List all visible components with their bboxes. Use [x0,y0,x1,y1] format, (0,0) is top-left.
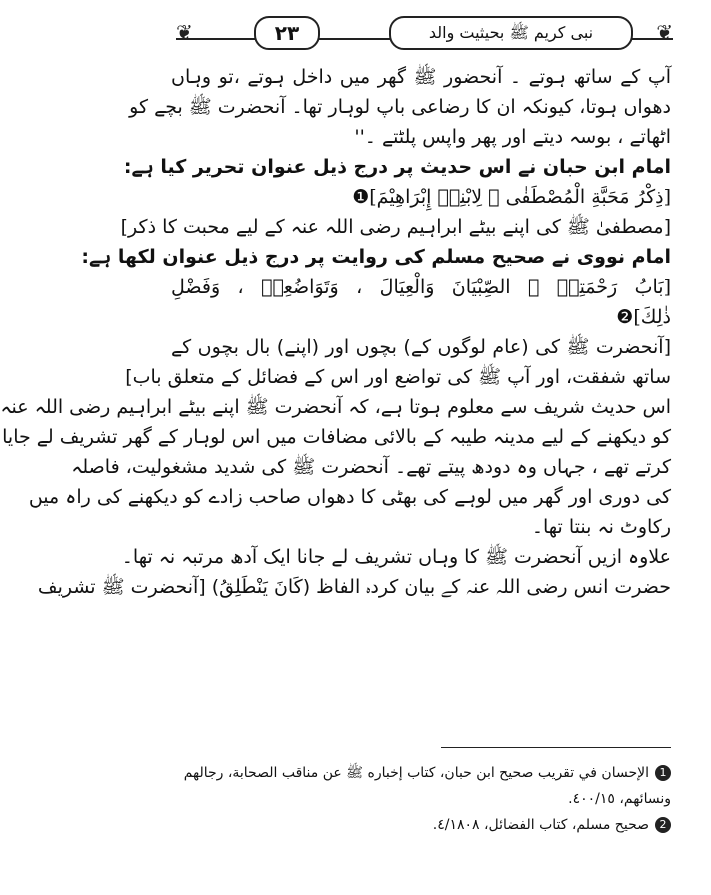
ornament-left-icon: ❦ [176,20,193,44]
footnote-marker: 2 [655,817,671,833]
body-line: کرتے تھے ، جہاں وہ دودھ پیتے تھے۔ آنحضرت ﷺ کی شدید مشغولیت، فاصلہ [71,456,671,478]
ornament-right-icon: ❦ [656,20,673,44]
body-line: اس حدیث شریف سے معلوم ہوتا ہے، کہ آنحضرت ﷺ اپنے بیٹے ابراہیم رضی اللہ عنہ [0,396,671,418]
footnote-2 [171,812,671,838]
footnote-text: ونسائهم، ٤٠٠/١٥. [568,791,671,807]
arabic-heading: [بَابُ رَحْمَتِهٖ ﷺ الصِّبْیَانَ وَالْعِیَالَ ، وَتَوَاضُعِهٖ ، وَفَضْلِ [171,276,671,298]
body-line: دھواں ہوتا، کیونکہ ان کا رضاعی باپ لوہار تھا۔ آنحضرت ﷺ بچے کو [129,96,671,118]
footnote-text: الإحسان في تقريب صحيح ابن حبان، كتاب إخباره ﷺ عن مناقب الصحابة، رجالهم [183,765,649,781]
running-title: نبی کریم ﷺ بحیثیت والد [389,16,633,50]
arabic-heading: [ذِکْرُ مَحَبَّةِ الْمُصْطَفٰی ﷺ لِابْنِهٖ إِبْرَاهِیْمَ]❶ [352,186,671,208]
body-line: اٹھاتے ، بوسہ دیتے اور پھر واپس پلٹتے ۔'' [354,126,671,148]
body-line: امام ابن حبان نے اس حدیث پر درج ذیل عنوان تحریر کیا ہے: [123,156,671,178]
translation-line: [مصطفیٰ ﷺ کی اپنے بیٹے ابراہیم رضی اللہ عنہ کے لیے محبت کا ذکر] [120,216,671,238]
body-line: رکاوٹ نہ بنتا تھا۔ [531,516,671,538]
translation-line: ساتھ شفقت، اور آپ ﷺ کی تواضع اور اس کے فضائل کے متعلق باب] [125,366,671,388]
footnotes [171,760,671,838]
body-line: کو دیکھنے کے لیے مدینہ طیبہ کے بالائی مضافات میں اس لوہار کے گھر تشریف لے جایا [2,426,671,448]
footnote-1-continued [171,786,671,812]
footnote-marker: 1 [655,765,671,781]
page-number: ۲۳ [254,16,320,50]
footnote-rule [441,747,671,748]
footnote-text: صحيح مسلم، كتاب الفضائل، ٤/١٨٠٨. [432,817,649,833]
page-header [176,12,673,52]
body-line: علاوہ ازیں آنحضرت ﷺ کا وہاں تشریف لے جانا ایک آدھ مرتبہ نہ تھا۔ [121,546,671,568]
translation-line: [آنحضرت ﷺ کی (عام لوگوں کے) بچوں اور (اپنے) بال بچوں کے [171,336,671,358]
body-line: امام نووی نے صحیح مسلم کی روایت پر درج ذیل عنوان لکھا ہے: [81,246,671,268]
body-line: آپ کے ساتھ ہوتے ۔ آنحضور ﷺ گھر میں داخل ہوتے ،تو وہاں [171,66,671,88]
arabic-heading: ذٰلِكَ]❷ [616,306,671,328]
body-text [0,62,671,602]
body-line: حضرت انس رضی اللہ عنہ کے بیان کردہ الفاظ (کَانَ یَنْطَلِقُ) [آنحضرت ﷺ تشریف [37,576,671,598]
footnote-1 [171,760,671,786]
body-line: کی دوری اور گھر میں لوہے کی بھٹی کا دھواں صاحب زادے کو دیکھنے کی راہ میں [28,486,671,508]
